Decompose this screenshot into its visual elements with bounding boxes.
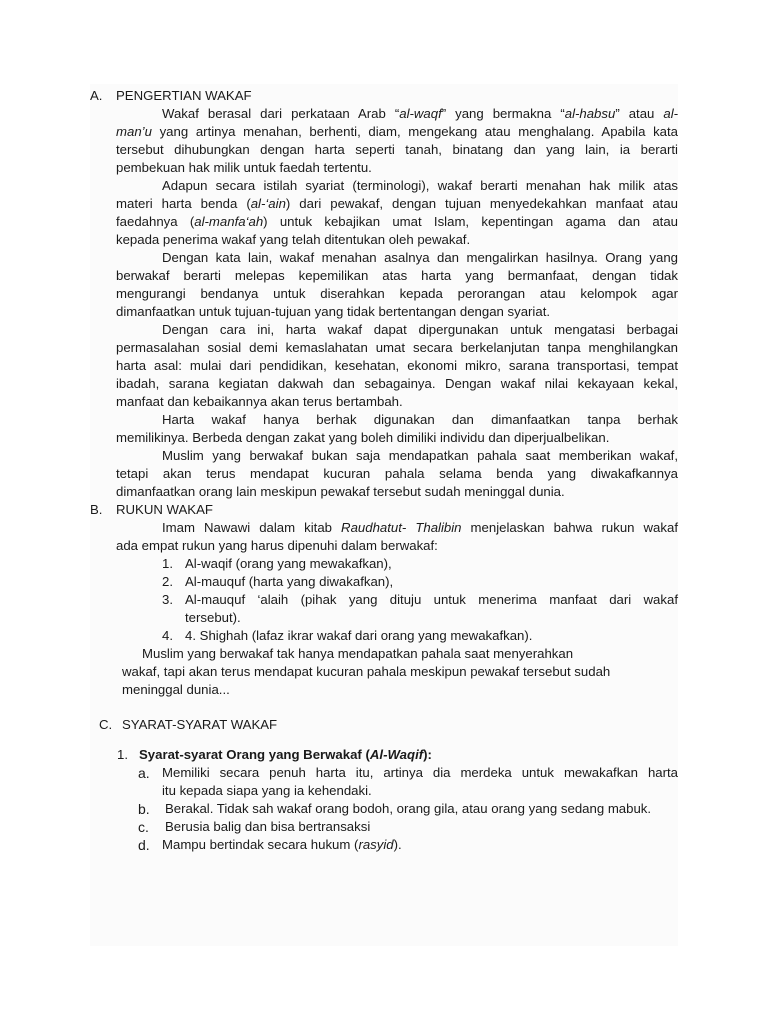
list-item: 4. 4. Shighah (lafaz ikrar wakaf dari orang yang mewakafkan). — [162, 628, 533, 643]
list-item: a. Memiliki secara penuh harta itu, artinya dia merdeka untuk mewakafkan harta — [138, 765, 678, 781]
section-b-heading — [90, 501, 678, 519]
list-item: 3. Al-mauquf ‘alaih (pihak yang dituju untuk menerima manfaat dari wakaf — [162, 592, 678, 607]
section-b-paragraph-1: Imam Nawawi dalam kitab Raudhatut- Thalibin menjelaskan bahwa rukun wakaf ada empat rukun yang harus dipenuhi dalam berwakaf: — [116, 520, 678, 553]
section-a-paragraph-5: Harta wakaf hanya berhak digunakan dan dimanfaatkan tanpa berhak memilikinya. Berbeda dengan zakat yang boleh dimiliki individu dan diperjualbelikan. — [116, 412, 678, 445]
syarat-waqif: 1. Syarat-syarat Orang yang Berwakaf (Al-Waqif): a. Memiliki secara penuh harta itu, artinya dia merdeka untuk mewakafkan harta itu kepada siapa yang ia kehendaki. b. Berakal. Tidak sah wakaf orang bodoh, orang gila, atau orang yang sedang mabuk. c. Berusia balig dan bisa bertransaksi d. Mampu bertindak secara hukum (rasyid). — [90, 746, 678, 854]
section-b-label: B. — [90, 502, 103, 517]
list-item: c. Berusia balig dan bisa bertransaksi — [138, 819, 371, 835]
section-c-label: C. — [99, 717, 113, 732]
section-a-heading — [90, 87, 678, 105]
section-b-paragraph-2: Muslim yang berwakaf tak hanya mendapatkan pahala saat menyerahkan wakaf, tapi akan terus mendapat kucuran pahala meskipun pewakaf tersebut sudah meninggal dunia... — [122, 646, 611, 697]
document-page — [90, 84, 678, 946]
section-a-paragraph-4: Dengan cara ini, harta wakaf dapat dipergunakan untuk mengatasi berbagai permasalahan sosial demi kemaslahatan umat secara berkelanjutan tanpa menghilangkan harta asal: mulai dari pendidikan, kesehatan, ekonomi mikro, sarana transportasi, tempat ibadah, sarana kegiatan dakwah dan sebagainya. Dengan wakaf nilai kekayaan kekal, manfaat dan kebaikannya akan terus bertambah. — [116, 322, 678, 409]
section-a-title: PENGERTIAN WAKAF — [116, 88, 252, 103]
list-item: b. Berakal. Tidak sah wakaf orang bodoh, orang gila, atau orang yang sedang mabuk. — [138, 801, 652, 817]
section-a-label: A. — [90, 88, 103, 103]
section-b-title: RUKUN WAKAF — [116, 502, 213, 517]
syarat-waqif-title: 1. Syarat-syarat Orang yang Berwakaf (Al-Waqif): — [117, 747, 432, 762]
section-a-paragraph-6: Muslim yang berwakaf bukan saja mendapatkan pahala saat memberikan wakaf, tetapi akan terus mendapat kucuran pahala selama benda yang diwakafkannya dimanfaatkan orang lain meskipun pewakaf tersebut sudah meninggal dunia. — [116, 448, 678, 499]
section-c-title: SYARAT-SYARAT WAKAF — [122, 717, 278, 732]
section-a-paragraph-1: Wakaf berasal dari perkataan Arab “al-waqf” yang bermakna “al-habsu” atau al- man’u yang artinya menahan, berhenti, diam, mengekang atau menghalang. Apabila kata tersebut dihubungkan dengan harta seperti tanah, binatang dan yang lain, ia berarti pembekuan hak milik untuk faedah tertentu. — [116, 106, 679, 175]
document-content — [90, 84, 678, 854]
list-item: 1. Al-waqif (orang yang mewakafkan), — [162, 556, 392, 571]
list-item: 2. Al-mauquf (harta yang diwakafkan), — [162, 574, 394, 589]
section-a-paragraph-2: Adapun secara istilah syariat (terminologi), wakaf berarti menahan hak milik atas materi harta benda (al-‘ain) dari pewakaf, dengan tujuan menyedekahkan manfaat atau faedahnya (al-manfa‘ah) untuk kebajikan umat Islam, kepentingan agama dan atau kepada penerima wakaf yang telah ditentukan oleh pewakaf. — [116, 178, 679, 247]
rukun-list: 1. Al-waqif (orang yang mewakafkan), 2. Al-mauquf (harta yang diwakafkan), 3. Al-mauquf ‘alaih (pihak yang dituju untuk menerima manfaat dari wakaf tersebut). 4. 4. Shighah (lafaz ikrar wakaf dari orang yang mewakafkan). — [90, 555, 678, 645]
list-item: d. Mampu bertindak secara hukum (rasyid). — [138, 837, 402, 853]
section-a-paragraph-3: Dengan kata lain, wakaf menahan asalnya dan mengalirkan hasilnya. Orang yang berwakaf berarti melepas kepemilikan atas harta yang bermanfaat, dengan tidak mengurangi bendanya untuk diserahkan kepada perorangan atau kelompok agar dimanfaatkan untuk tujuan-tujuan yang tidak bertentangan dengan syariat. — [116, 250, 678, 319]
section-c-heading — [90, 716, 678, 734]
